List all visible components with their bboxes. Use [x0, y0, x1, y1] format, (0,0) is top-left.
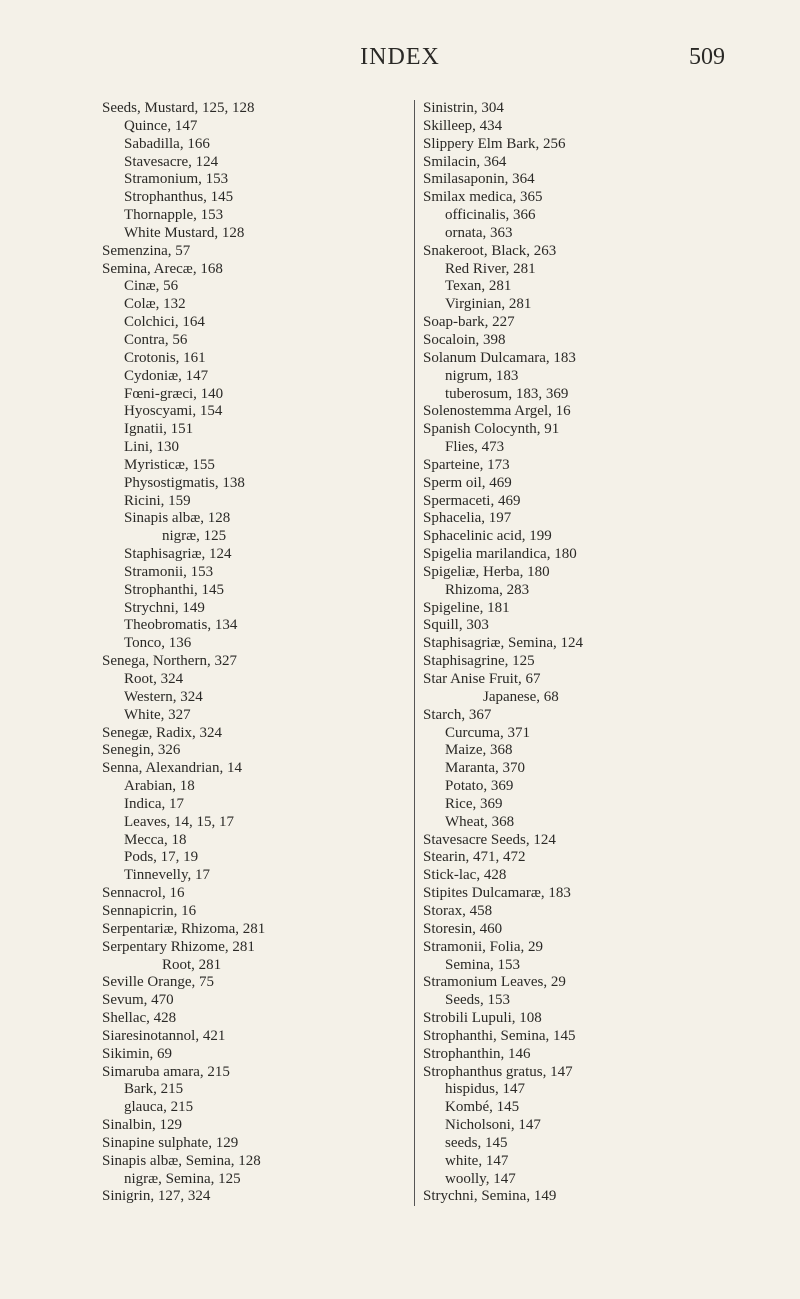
index-entry: Stramonii, Folia, 29	[423, 938, 543, 955]
index-entry: Serpentary Rhizome, 281	[102, 938, 255, 955]
index-entry: Sphacelinic acid, 199	[423, 528, 552, 545]
index-subentry: Tinnevelly, 17	[124, 867, 210, 884]
page-number: 509	[689, 44, 725, 70]
index-subentry: Quince, 147	[124, 117, 198, 134]
index-entry: Simaruba amara, 215	[102, 1063, 230, 1080]
index-entry: Smilasaponin, 364	[423, 171, 535, 188]
index-subentry: Maize, 368	[445, 742, 513, 759]
index-entry: Star Anise Fruit, 67	[423, 671, 541, 687]
index-entry: Starch, 367	[423, 706, 492, 723]
index-entry: Spigeliæ, Herba, 180	[423, 563, 550, 580]
page-header	[0, 44, 800, 78]
index-column-right	[414, 100, 723, 1206]
index-entry: Strophanthi, Semina, 145	[423, 1027, 576, 1044]
index-subentry: Ricini, 159	[124, 492, 191, 509]
index-subentry: White Mustard, 128	[124, 224, 245, 241]
index-subentry: woolly, 147	[445, 1170, 516, 1187]
index-subentry: Japanese, 68	[483, 688, 559, 705]
index-subentry: Cinæ, 56	[124, 278, 179, 295]
index-subentry: ornata, 363	[445, 224, 513, 241]
index-entry: Sinapine sulphate, 129	[102, 1134, 239, 1151]
index-entry: Spanish Colocynth, 91	[423, 421, 560, 438]
index-entry: Sinistrin, 304	[423, 100, 504, 116]
index-subentry: Stavesacre, 124	[124, 153, 219, 170]
index-subentry: Strophanthus, 145	[124, 189, 234, 206]
index-subentry: Ignatii, 151	[124, 421, 194, 438]
index-subentry: Nicholsoni, 147	[445, 1117, 541, 1134]
index-entry: Strobili Lupuli, 108	[423, 1010, 542, 1027]
index-subentry: hispidus, 147	[445, 1081, 526, 1098]
index-entry: Senegæ, Radix, 324	[102, 724, 222, 741]
page-title: INDEX	[360, 44, 440, 70]
index-subentry: white, 147	[445, 1152, 509, 1169]
index-subentry: Seeds, 153	[445, 992, 510, 1009]
index-subentry: Contra, 56	[124, 331, 188, 348]
index-entry: Socaloin, 398	[423, 331, 506, 348]
index-entry: Sikimin, 69	[102, 1045, 173, 1062]
index-subentry: Staphisagriæ, 124	[124, 546, 232, 563]
index-subentry: Mecca, 18	[124, 831, 187, 848]
index-entry: Senega, Northern, 327	[102, 653, 237, 670]
index-entry: Skilleep, 434	[423, 117, 503, 134]
index-entry: Storesin, 460	[423, 920, 503, 937]
index-subentry: Myristicæ, 155	[124, 456, 215, 473]
index-subentry: Bark, 215	[124, 1081, 184, 1098]
index-entry: Sphacelia, 197	[423, 510, 512, 527]
index-entry: Sennacrol, 16	[102, 885, 185, 902]
index-subentry: Leaves, 14, 15, 17	[124, 813, 234, 830]
index-entry: Solenostemma Argel, 16	[423, 403, 571, 420]
index-subentry: Pods, 17, 19	[124, 849, 199, 866]
index-subentry: Maranta, 370	[445, 760, 525, 777]
index-subentry: Kombé, 145	[445, 1099, 520, 1116]
index-subentry: nigræ, 125	[162, 528, 227, 545]
index-subentry: seeds, 145	[445, 1134, 508, 1151]
index-subentry: White, 327	[124, 706, 191, 723]
index-subentry: Colæ, 132	[124, 296, 186, 313]
index-entry: Spigeline, 181	[423, 599, 510, 616]
index-entry: Strophanthus gratus, 147	[423, 1063, 573, 1080]
index-subentry: Flies, 473	[445, 439, 505, 456]
index-entry: Smilax medica, 365	[423, 189, 543, 206]
index-subentry: Sabadilla, 166	[124, 135, 210, 152]
index-subentry: Tonco, 136	[124, 635, 192, 652]
index-subentry: Cydoniæ, 147	[124, 367, 209, 384]
index-subentry: Stramonium, 153	[124, 171, 229, 188]
index-entry: Stavesacre Seeds, 124	[423, 831, 556, 848]
index-subentry: Lini, 130	[124, 439, 179, 456]
index-entry: Soap-bark, 227	[423, 314, 515, 331]
index-subentry: Fœni-græci, 140	[124, 385, 224, 402]
index-subentry: Red River, 281	[445, 260, 536, 277]
index-subentry: Theobromatis, 134	[124, 617, 238, 634]
index-subentry: Arabian, 18	[124, 778, 195, 795]
index-entry: Smilacin, 364	[423, 153, 507, 170]
index-column-left	[102, 100, 392, 1206]
index-entry: Seville Orange, 75	[102, 974, 215, 991]
index-subentry: Hyoscyami, 154	[124, 403, 223, 420]
index-entry: Spermaceti, 469	[423, 492, 521, 509]
index-subentry: Western, 324	[124, 688, 203, 705]
index-subentry: Crotonis, 161	[124, 349, 206, 366]
index-entry: Spigelia marilandica, 180	[423, 546, 577, 563]
index-subentry: Curcuma, 371	[445, 724, 530, 741]
index-entry: Seeds, Mustard, 125, 128	[102, 100, 255, 116]
index-entry: Stipites Dulcamaræ, 183	[423, 885, 571, 902]
index-entry: Sperm oil, 469	[423, 474, 512, 491]
index-subentry: Thornapple, 153	[124, 207, 224, 224]
index-subentry: Wheat, 368	[445, 813, 515, 830]
index-entry: Squill, 303	[423, 617, 489, 634]
index-subentry: Strophanthi, 145	[124, 581, 224, 598]
index-entry: Slippery Elm Bark, 256	[423, 135, 566, 152]
index-entry: Siaresinotannol, 421	[102, 1027, 226, 1044]
index-subentry: Potato, 369	[445, 778, 514, 795]
index-entry: Stramonium Leaves, 29	[423, 974, 566, 991]
index-subentry: nigræ, Semina, 125	[124, 1170, 241, 1187]
index-entry: Sevum, 470	[102, 992, 174, 1009]
index-entry: Snakeroot, Black, 263	[423, 242, 557, 259]
index-entry: Senegin, 326	[102, 742, 181, 759]
index-subentry: Strychni, 149	[124, 599, 205, 616]
index-subentry: Stramonii, 153	[124, 563, 214, 580]
index-entry: Storax, 458	[423, 902, 493, 919]
index-entry: Stearin, 471, 472	[423, 849, 526, 866]
index-entry: Stick-lac, 428	[423, 867, 507, 884]
index-entry: Solanum Dulcamara, 183	[423, 349, 576, 366]
index-subentry: Rhizoma, 283	[445, 581, 530, 598]
index-entry: Sparteine, 173	[423, 456, 510, 473]
index-subentry: Root, 281	[162, 956, 222, 973]
index-subentry: Virginian, 281	[445, 296, 532, 313]
index-subentry: glauca, 215	[124, 1099, 194, 1116]
index-entry: Staphisagrine, 125	[423, 653, 535, 670]
index-entry: Shellac, 428	[102, 1010, 177, 1027]
index-subentry: Physostigmatis, 138	[124, 474, 245, 491]
index-subentry: tuberosum, 183, 369	[445, 385, 569, 402]
index-subentry: Colchici, 164	[124, 314, 205, 331]
index-entry: Sennapicrin, 16	[102, 902, 197, 919]
index-entry: Semina, Arecæ, 168	[102, 260, 223, 277]
index-subentry: Root, 324	[124, 671, 184, 687]
index-entry: Strychni, Semina, 149	[423, 1188, 557, 1205]
index-subentry: Rice, 369	[445, 795, 503, 812]
index-entry: Sinapis albæ, Semina, 128	[102, 1152, 261, 1169]
index-entry: Serpentariæ, Rhizoma, 281	[102, 920, 266, 937]
index-entry: Senna, Alexandrian, 14	[102, 760, 242, 777]
index-subentry: Semina, 153	[445, 956, 520, 973]
index-subentry: Indica, 17	[124, 795, 184, 812]
index-subentry: officinalis, 366	[445, 207, 536, 224]
index-entry: Sinigrin, 127, 324	[102, 1188, 211, 1205]
index-entry: Semenzina, 57	[102, 242, 191, 259]
index-entry: Sinalbin, 129	[102, 1117, 183, 1134]
index-entry: Strophanthin, 146	[423, 1045, 531, 1062]
index-subentry: nigrum, 183	[445, 367, 519, 384]
index-entry: Staphisagriæ, Semina, 124	[423, 635, 583, 652]
index-subentry: Texan, 281	[445, 278, 512, 295]
index-subentry: Sinapis albæ, 128	[124, 510, 231, 527]
